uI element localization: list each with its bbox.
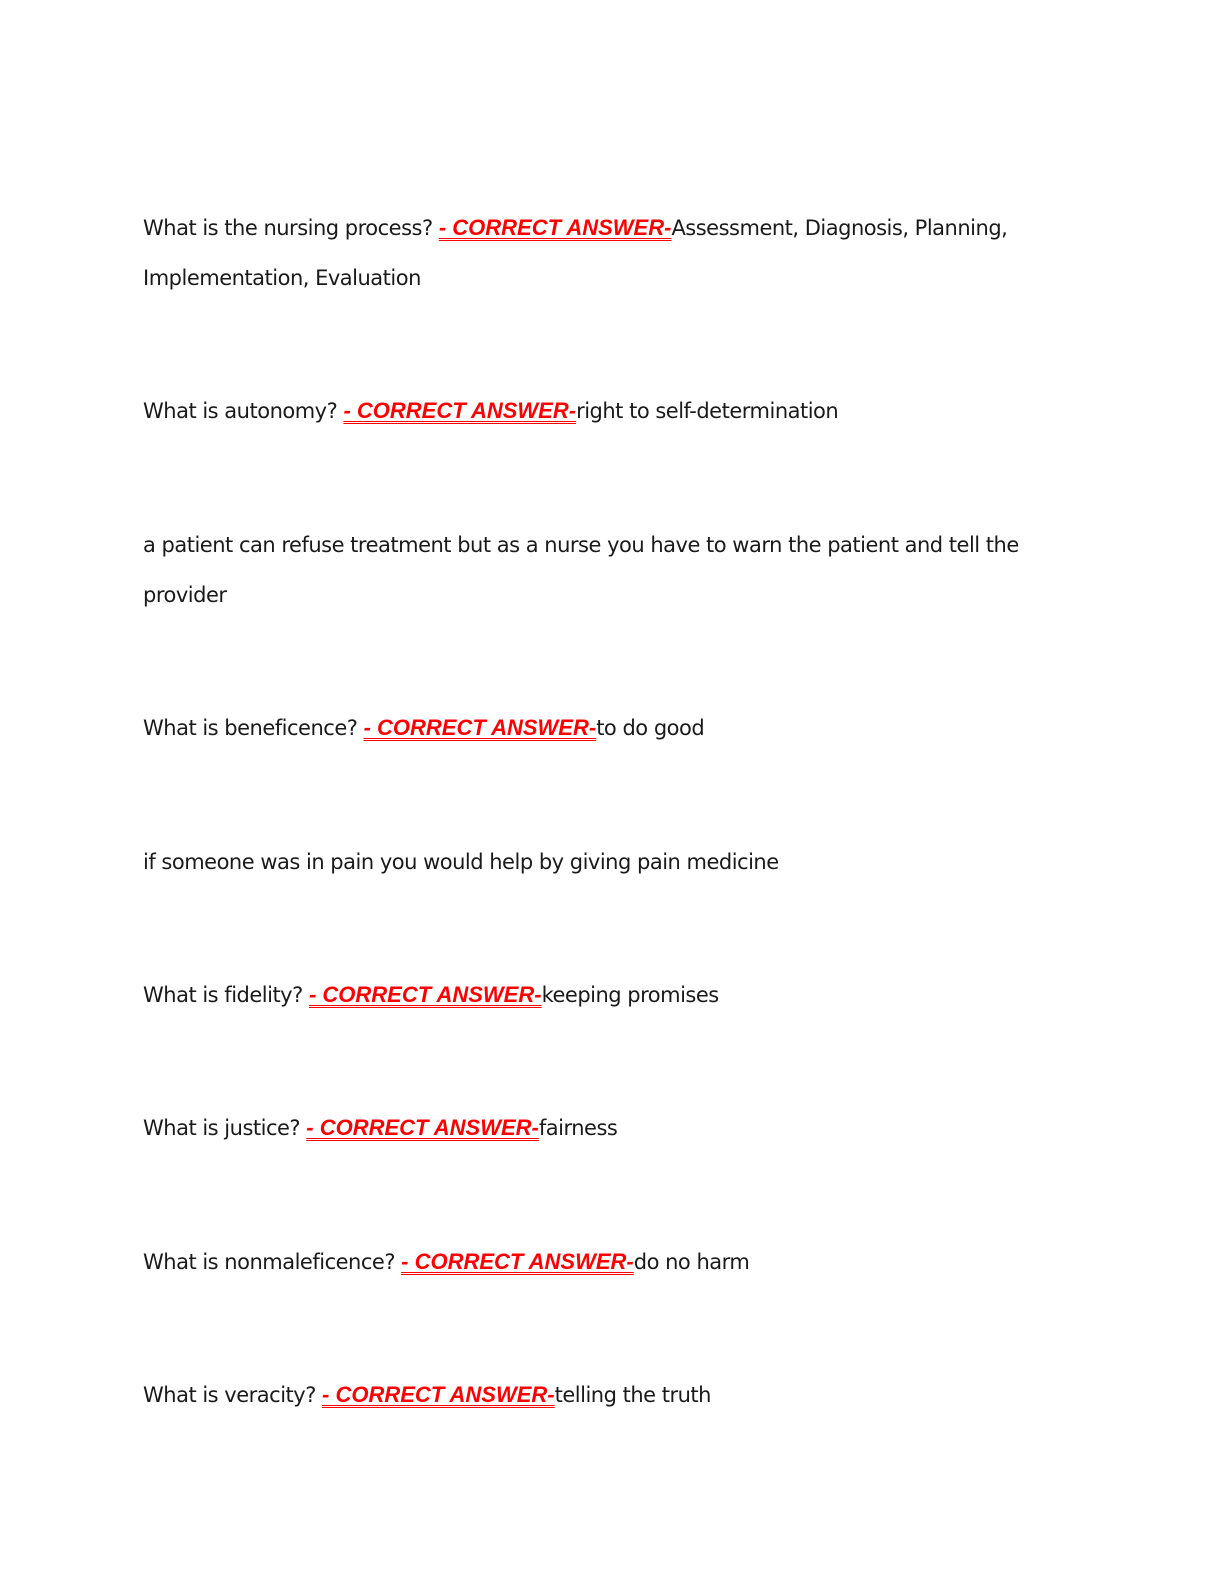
qa-entry-nursing-process (143, 203, 1083, 303)
correct-answer-tag: - CORRECT ANSWER- (308, 982, 542, 1007)
question-text: What is justice? (143, 1116, 307, 1140)
answer-text: keeping promises (541, 983, 719, 1007)
qa-entry-justice (143, 1103, 1083, 1153)
note-autonomy: a patient can refuse treatment but as a nurse you have to warn the patient and tell the provider (143, 533, 1019, 607)
answer-text: right to self-determination (576, 399, 839, 423)
answer-text: telling the truth (554, 1383, 711, 1407)
qa-entry-fidelity (143, 970, 1083, 1020)
question-text: What is the nursing process? (143, 216, 439, 240)
correct-answer-tag: - CORRECT ANSWER- (438, 215, 672, 240)
answer-text: fairness (538, 1116, 618, 1140)
note-beneficence: if someone was in pain you would help by giving pain medicine (143, 850, 779, 874)
question-text: What is nonmaleficence? (143, 1250, 402, 1274)
correct-answer-tag: - CORRECT ANSWER- (306, 1115, 539, 1140)
answer-text: do no harm (633, 1250, 750, 1274)
qa-entry-autonomy (143, 386, 1083, 436)
qa-entry-beneficence (143, 703, 1083, 753)
question-text: What is beneficence? (143, 716, 364, 740)
answer-text: Assessment, Diagnosis, Planning, Implementation, Evaluation (143, 216, 1008, 290)
correct-answer-tag: - CORRECT ANSWER- (343, 398, 577, 423)
question-text: What is fidelity? (143, 983, 309, 1007)
question-text: What is autonomy? (143, 399, 344, 423)
question-text: What is veracity? (143, 1383, 323, 1407)
correct-answer-tag: - CORRECT ANSWER- (322, 1382, 555, 1407)
correct-answer-tag: - CORRECT ANSWER- (401, 1249, 634, 1274)
qa-entry-nonmaleficence (143, 1237, 1083, 1287)
correct-answer-tag: - CORRECT ANSWER- (363, 715, 597, 740)
answer-text: to do good (596, 716, 705, 740)
qa-entry-veracity (143, 1370, 1083, 1420)
